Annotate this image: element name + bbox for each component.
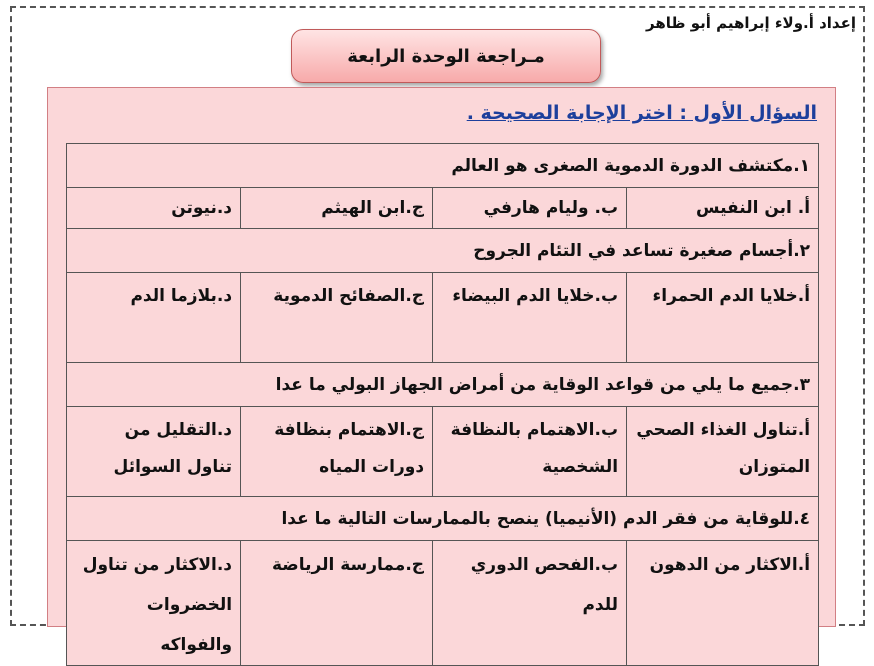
question-3-text: ٣.جميع ما يلي من قواعد الوقاية من أمراض الجهاز البولي ما عدا <box>67 363 819 407</box>
options-row-2 <box>67 273 819 363</box>
q1-option-a[interactable]: أ. ابن النفيس <box>627 188 819 229</box>
question-1-text: ١.مكتشف الدورة الدموية الصغرى هو العالم <box>67 144 819 188</box>
question-row-1 <box>67 144 819 188</box>
q3-option-a[interactable]: أ.تناول الغذاء الصحي المتوزان <box>627 407 819 497</box>
q2-option-a[interactable]: أ.خلايا الدم الحمراء <box>627 273 819 363</box>
q3-option-b[interactable]: ب.الاهتمام بالنظافة الشخصية <box>433 407 627 497</box>
q1-option-b[interactable]: ب. وليام هارفي <box>433 188 627 229</box>
q2-option-c[interactable]: ج.الصفائح الدموية <box>241 273 433 363</box>
question-4-text: ٤.للوقاية من فقر الدم (الأنيميا) ينصح بالممارسات التالية ما عدا <box>67 497 819 541</box>
q4-option-c[interactable]: ج.ممارسة الرياضة <box>241 541 433 666</box>
q4-option-a[interactable]: أ.الاكثار من الدهون <box>627 541 819 666</box>
options-row-3 <box>67 407 819 497</box>
options-row-4 <box>67 541 819 666</box>
q4-option-b[interactable]: ب.الفحص الدوري للدم <box>433 541 627 666</box>
question-section-heading: السؤال الأول : اختر الإجابة الصحيحة . <box>466 102 817 124</box>
q1-option-c[interactable]: ج.ابن الهيثم <box>241 188 433 229</box>
options-row-1 <box>67 188 819 229</box>
question-2-text: ٢.أجسام صغيرة تساعد في التئام الجروح <box>67 229 819 273</box>
q3-option-c[interactable]: ج.الاهتمام بنظافة دورات المياه <box>241 407 433 497</box>
questions-table <box>66 143 819 666</box>
author-credit: إعداد أ.ولاء إبراهيم أبو ظاهر <box>646 14 856 32</box>
q2-option-d[interactable]: د.بلازما الدم <box>67 273 241 363</box>
page-title: مـراجعة الوحدة الرابعة <box>347 45 545 67</box>
question-panel <box>47 87 836 655</box>
q2-option-b[interactable]: ب.خلايا الدم البيضاء <box>433 273 627 363</box>
q1-option-d[interactable]: د.نيوتن <box>67 188 241 229</box>
q3-option-d[interactable]: د.التقليل من تناول السوائل <box>67 407 241 497</box>
unit-review-title-box <box>291 29 601 83</box>
question-row-2 <box>67 229 819 273</box>
question-row-4 <box>67 497 819 541</box>
question-row-3 <box>67 363 819 407</box>
q4-option-d[interactable]: د.الاكثار من تناول الخضروات والفواكه <box>67 541 241 666</box>
